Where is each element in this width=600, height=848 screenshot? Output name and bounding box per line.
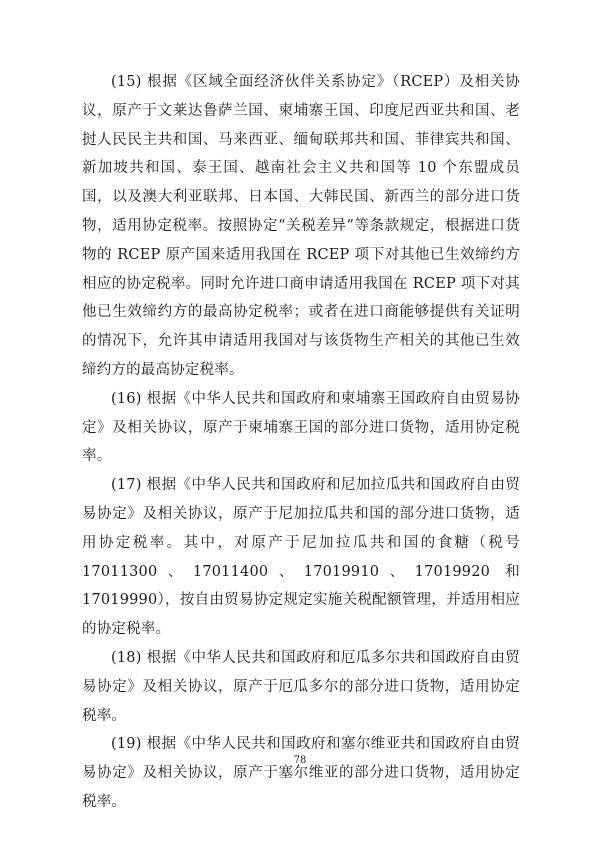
page-number: 78 [293, 755, 307, 766]
paragraph-17: (17) 根据《中华人民共和国政府和尼加拉瓜共和国政府自由贸易协定》及相关协议，原产于尼加拉瓜共和国的部分进口货物，适用协定税率。其中，对原产于尼加拉瓜共和国的食糖（税号 17011300、17011400、17019910、17019920 和 17019990），按自由贸易协定规定实施关税配额管理，并适用相应的协定税率。 [82, 477, 520, 638]
paragraph-19: (19) 根据《中华人民共和国政府和塞尔维亚共和国政府自由贸易协定》及相关协议，原产于塞尔维亚的部分进口货物，适用协定税率。 [82, 736, 520, 810]
paragraph-15: (15) 根据《区域全面经济伙伴关系协定》（RCEP）及相关协议，原产于文莱达鲁萨兰国、柬埔寨王国、印度尼西亚共和国、老挝人民民主共和国、马来西亚、缅甸联邦共和国、菲律宾共和国、新加坡共和国、泰王国、越南社会主义共和国等 10 个东盟成员国，以及澳大利亚联邦、日本国、大韩民国、新西兰的部分进口货物，适用协定税率。按照协定“关税差异”等条款规定，根据进口货物的 RCEP 原产国来适用我国在 RCEP 项下对其他已生效缔约方相应的协定税率。同时允许进口商申请适用我国在 RCEP 项下对其他已生效缔约方的最高协定税率；或者在进口商能够提供有关证明的情况下，允许其申请适用我国对与该货物生产相关的其他已生效缔约方的最高协定税率。 [82, 74, 520, 378]
paragraph-18: (18) 根据《中华人民共和国政府和厄瓜多尔共和国政府自由贸易协定》及相关协议，原产于厄瓜多尔的部分进口货物，适用协定税率。 [82, 649, 520, 724]
paragraph-16: (16) 根据《中华人民共和国政府和柬埔寨王国政府自由贸易协定》及相关协议，原产于柬埔寨王国的部分进口货物，适用协定税率。 [82, 390, 520, 465]
document-body [82, 68, 520, 817]
